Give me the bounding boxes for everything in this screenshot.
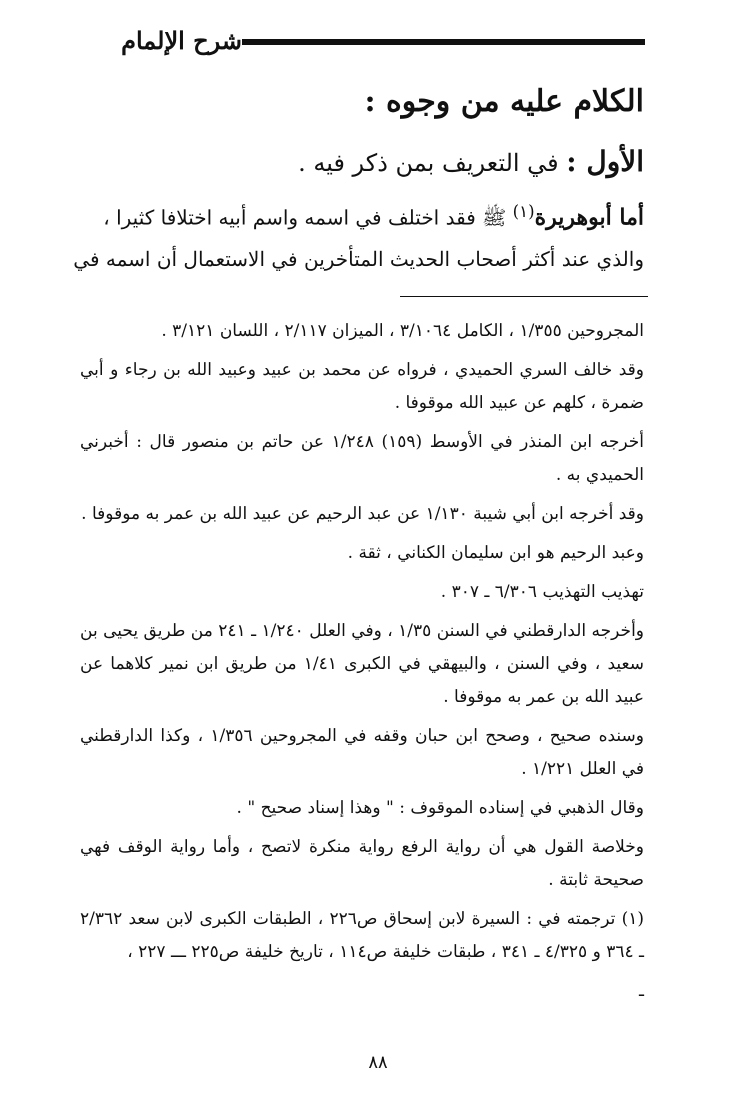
note-10: وخلاصة القول هي أن رواية الرفع رواية منكرة لاتصح ، وأما رواية الوقف فهي صحيحة ثابتة . — [80, 837, 644, 890]
body-line-1 — [103, 202, 644, 235]
companion-name: أما أبوهريرة — [534, 204, 644, 231]
note-1: المجروحين ١/٣٥٥ ، الكامل ٣/١٠٦٤ ، الميزان ٢/١١٧ ، اللسان ٣/١٢١ . — [161, 321, 644, 341]
header-rule — [242, 39, 645, 45]
note-4: وقد أخرجه ابن أبي شيبة ١/١٣٠ عن عبد الرحيم عن عبيد الله بن عمر به موقوفا . — [81, 504, 644, 524]
note-7: وأخرجه الدارقطني في السنن ١/٣٥ ، وفي العلل ١/٢٤٠ ـ ٢٤١ من طريق يحيى بن سعيد ، وفي السنن ، والبيهقي في الكبرى ١/٤١ من طريق ابن نمير كلاهما عن عبيد الله بن عمر به موقوفا . — [80, 621, 645, 707]
first-aspect — [298, 145, 644, 178]
note-9: وقال الذهبي في إسناده الموقوف : " وهذا إسناد صحيح " . — [236, 798, 644, 818]
note-2: وقد خالف السري الحميدي ، فرواه عن محمد بن عبيد وعبيد الله بن رجاء و أبي ضمرة ، كلهم عن عبيد الله موقوفا . — [80, 360, 644, 413]
footnote-divider — [400, 296, 648, 297]
footnote-ref: (١) — [512, 202, 535, 221]
running-header — [70, 24, 645, 64]
continuation-mark: ـ — [639, 981, 644, 1001]
note-5: وعبد الرحيم هو ابن سليمان الكناني ، ثقة . — [347, 543, 644, 563]
footnote-1: (١) ترجمته في : السيرة لابن إسحاق ص٢٢٦ ، الطبقات الكبرى لابن سعد ٢/٣٦٢ ـ ٣٦٤ و ٤/٣٢٥ ـ ٣٤١ ، طبقات خليفة ص١١٤ ، تاريخ خليفة ص٢٢٥ ـــ ٢٢٧ ، — [80, 909, 645, 962]
body-line-2: والذي عند أكثر أصحاب الحديث المتأخرين في الاستعمال أن اسمه في — [73, 247, 644, 271]
first-text: في التعريف بمن ذكر فيه . — [298, 149, 559, 177]
first-label: الأول : — [566, 145, 644, 178]
book-title: شرح الإلمام — [121, 26, 242, 55]
note-6: تهذيب التهذيب ٦/٣٠٦ ـ ٣٠٧ . — [440, 582, 644, 602]
section-heading: الكلام عليه من وجوه : — [364, 84, 644, 119]
page-number: ٨٨ — [368, 1052, 388, 1073]
note-8: وسنده صحيح ، وصحح ابن حبان وقفه في المجروحين ١/٣٥٦ ، وكذا الدارقطني في العلل ١/٢٢١ . — [80, 726, 645, 779]
body-line-1-rest: ﷺ فقد اختلف في اسمه واسم أبيه اختلافا كثيرا ، — [103, 205, 507, 230]
note-3: أخرجه ابن المنذر في الأوسط (١٥٩) ١/٢٤٨ عن حاتم بن منصور قال : أخبرني الحميدي به . — [80, 432, 644, 485]
footnotes — [80, 315, 644, 1014]
